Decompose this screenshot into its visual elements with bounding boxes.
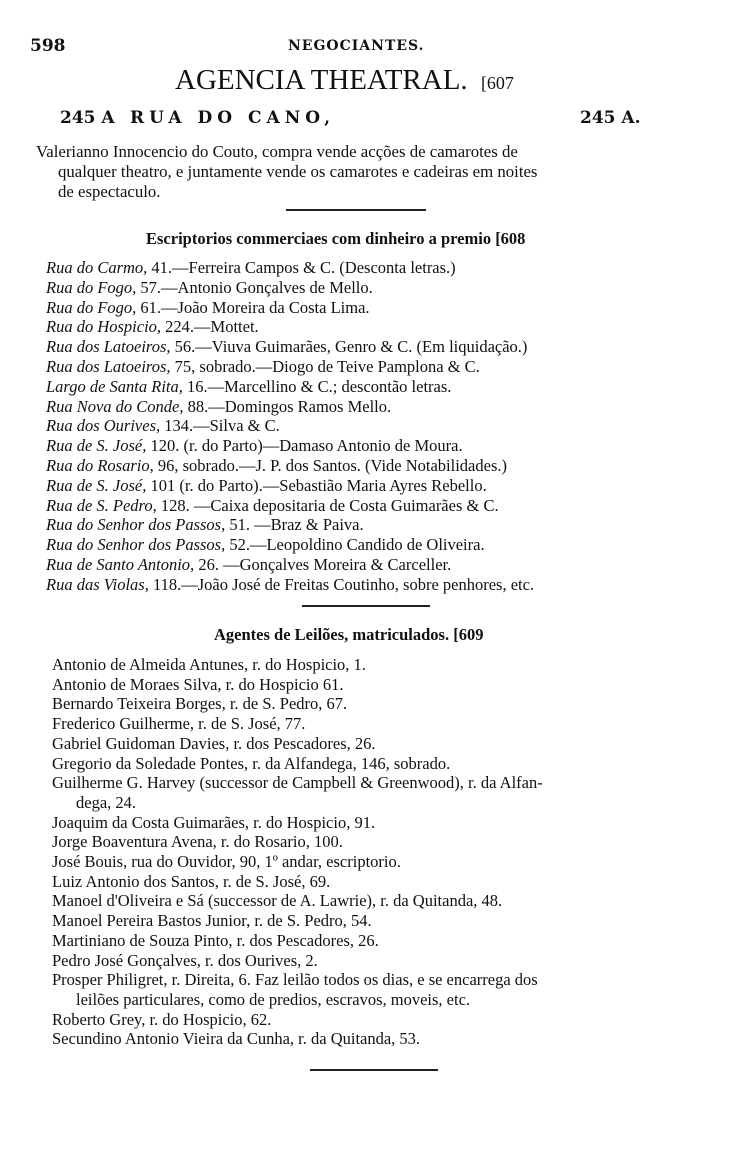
entry-text: José Bouis, rua do Ouvidor, 90, 1º andar, escriptorio. bbox=[52, 852, 401, 872]
entry-details: 120. (r. do Parto)—Damaso Antonio de Moura. bbox=[146, 436, 463, 456]
escriptorio-entry bbox=[46, 357, 706, 377]
auctioneer-entry bbox=[52, 911, 702, 931]
address-number-right: 245 A. bbox=[580, 108, 641, 128]
entry-street: Rua dos Ourives, bbox=[46, 416, 161, 436]
escriptorios-heading: Escriptorios commerciaes com dinheiro a premio [608 bbox=[146, 229, 526, 248]
escriptorio-entry bbox=[46, 456, 706, 476]
escriptorio-entry bbox=[46, 258, 706, 278]
entry-text: Frederico Guilherme, r. de S. José, 77. bbox=[52, 714, 306, 734]
escriptorio-entry bbox=[46, 476, 706, 496]
auctioneer-entry bbox=[52, 872, 702, 892]
address-number-left: 245 A bbox=[60, 108, 115, 128]
escriptorio-entry bbox=[46, 575, 706, 595]
entry-details: 75, sobrado.—Diogo de Teive Pamplona & C. bbox=[170, 356, 480, 376]
entry-details: 51. —Braz & Paiva. bbox=[225, 515, 364, 535]
entry-details: 41.—Ferreira Campos & C. (Desconta letras.) bbox=[147, 258, 456, 277]
auctioneer-entry bbox=[52, 655, 702, 675]
entry-street: Rua do Senhor dos Passos, bbox=[46, 515, 226, 535]
entry-text: Bernardo Teixeira Borges, r. de S. Pedro, 67. bbox=[52, 694, 348, 714]
entry-street: Rua de S. Pedro, bbox=[46, 495, 157, 515]
entry-continuation: dega, 24. bbox=[76, 792, 137, 812]
escriptorio-entry bbox=[46, 397, 706, 417]
entry-text: Martiniano de Souza Pinto, r. dos Pescadores, 26. bbox=[52, 930, 379, 950]
entry-text: Joaquim da Costa Guimarães, r. do Hospicio, 91. bbox=[52, 812, 376, 832]
escriptorio-entry bbox=[46, 278, 706, 298]
auctioneer-entry bbox=[52, 754, 702, 774]
agency-title bbox=[175, 64, 514, 97]
agency-entry-number: [607 bbox=[480, 73, 514, 93]
escriptorio-entry bbox=[46, 317, 706, 337]
auctioneer-entry bbox=[52, 813, 702, 833]
agentes-list bbox=[52, 655, 702, 1049]
escriptorio-entry bbox=[46, 377, 706, 397]
auctioneer-entry bbox=[52, 675, 702, 695]
auctioneer-entry bbox=[52, 773, 702, 812]
page-header bbox=[30, 30, 730, 66]
entry-street: Rua do Carmo, bbox=[46, 258, 148, 277]
entry-details: 52.—Leopoldino Candido de Oliveira. bbox=[225, 535, 485, 555]
entry-text: Pedro José Gonçalves, r. dos Ourives, 2. bbox=[52, 950, 318, 970]
entry-street: Rua de S. José, bbox=[46, 475, 147, 495]
entry-street: Rua do Rosario, bbox=[46, 455, 154, 475]
entry-details: 224.—Mottet. bbox=[161, 317, 259, 337]
entry-street: Largo de Santa Rita, bbox=[46, 376, 183, 396]
auctioneer-entry bbox=[52, 951, 702, 971]
entry-street: Rua do Fogo, bbox=[46, 297, 137, 317]
section-divider bbox=[310, 1069, 438, 1071]
auctioneer-entry bbox=[52, 714, 702, 734]
entry-details: 61.—João Moreira da Costa Lima. bbox=[136, 297, 370, 317]
auctioneer-entry bbox=[52, 734, 702, 754]
entry-details: 118.—João José de Freitas Coutinho, sobre penhores, etc. bbox=[148, 574, 535, 594]
entry-text: Prosper Philigret, r. Direita, 6. Faz leilão todos os dias, e se encarrega dos bbox=[52, 970, 538, 990]
escriptorios-list bbox=[46, 258, 706, 595]
entry-street: Rua do Fogo, bbox=[46, 277, 137, 297]
escriptorio-entry bbox=[46, 515, 706, 535]
escriptorio-entry bbox=[46, 436, 706, 456]
entry-street: Rua dos Latoeiros, bbox=[46, 356, 171, 376]
agency-title-text: AGENCIA THEATRAL. bbox=[175, 64, 468, 96]
entry-details: 88.—Domingos Ramos Mello. bbox=[183, 396, 392, 416]
entry-details: 56.—Viuva Guimarães, Genro & C. (Em liquidação.) bbox=[170, 337, 528, 357]
escriptorio-entry bbox=[46, 337, 706, 357]
intro-line: de espectaculo. bbox=[58, 182, 161, 201]
entry-details: 26. —Gonçalves Moreira & Carceller. bbox=[194, 554, 452, 574]
entry-street: Rua Nova do Conde, bbox=[46, 396, 184, 416]
auctioneer-entry bbox=[52, 891, 702, 911]
entry-street: Rua de Santo Antonio, bbox=[46, 554, 195, 574]
agency-description bbox=[36, 142, 684, 202]
page-number: 598 bbox=[30, 36, 66, 56]
entry-text: Manoel Pereira Bastos Junior, r. de S. Pedro, 54. bbox=[52, 911, 372, 931]
auctioneer-entry bbox=[52, 970, 702, 1009]
auctioneer-entry bbox=[52, 852, 702, 872]
intro-line: qualquer theatro, e juntamente vende os camarotes e cadeiras em noites bbox=[58, 162, 538, 181]
section-divider bbox=[302, 605, 430, 607]
escriptorio-entry bbox=[46, 298, 706, 318]
entry-continuation: leilões particulares, como de predios, escravos, moveis, etc. bbox=[76, 989, 471, 1009]
entry-street: Rua das Violas, bbox=[46, 574, 149, 594]
auctioneer-entry bbox=[52, 931, 702, 951]
entry-text: Luiz Antonio dos Santos, r. de S. José, 69. bbox=[52, 871, 331, 891]
entry-details: 96, sobrado.—J. P. dos Santos. (Vide Notabilidades.) bbox=[153, 455, 507, 475]
entry-street: Rua de S. José, bbox=[46, 436, 147, 456]
address-street: RUA DO CANO, bbox=[130, 108, 335, 128]
auctioneer-entry bbox=[52, 1029, 702, 1049]
escriptorio-entry bbox=[46, 416, 706, 436]
entry-text: Gabriel Guidoman Davies, r. dos Pescadores, 26. bbox=[52, 733, 376, 753]
auctioneer-entry bbox=[52, 694, 702, 714]
entry-text: Manoel d'Oliveira e Sá (successor de A. Lawrie), r. da Quitanda, 48. bbox=[52, 891, 503, 911]
entry-details: 101 (r. do Parto).—Sebastião Maria Ayres Rebello. bbox=[146, 475, 487, 495]
auctioneer-entry bbox=[52, 832, 702, 852]
escriptorio-entry bbox=[46, 535, 706, 555]
intro-line: Valerianno Innocencio do Couto, compra vende acções de camarotes de bbox=[36, 142, 518, 161]
entry-details: 16.—Marcellino & C.; descontão letras. bbox=[182, 376, 452, 396]
entry-text: Jorge Boaventura Avena, r. do Rosario, 100. bbox=[52, 832, 343, 852]
entry-text: Roberto Grey, r. do Hospicio, 62. bbox=[52, 1009, 272, 1029]
entry-details: 134.—Silva & C. bbox=[160, 416, 280, 436]
entry-street: Rua do Hospicio, bbox=[46, 317, 162, 337]
escriptorio-entry bbox=[46, 496, 706, 516]
agentes-heading: Agentes de Leilões, matriculados. [609 bbox=[214, 625, 484, 644]
entry-text: Guilherme G. Harvey (successor de Campbell & Greenwood), r. da Alfan- bbox=[52, 773, 543, 793]
entry-text: Secundino Antonio Vieira da Cunha, r. da Quitanda, 53. bbox=[52, 1029, 421, 1049]
entry-street: Rua do Senhor dos Passos, bbox=[46, 535, 226, 555]
section-divider bbox=[286, 209, 426, 211]
entry-street: Rua dos Latoeiros, bbox=[46, 337, 171, 357]
entry-text: Gregorio da Soledade Pontes, r. da Alfandega, 146, sobrado. bbox=[52, 753, 451, 773]
escriptorio-entry bbox=[46, 555, 706, 575]
auctioneer-entry bbox=[52, 1010, 702, 1030]
entry-text: Antonio de Almeida Antunes, r. do Hospicio, 1. bbox=[52, 655, 366, 674]
running-head: NEGOCIANTES. bbox=[288, 38, 425, 54]
entry-details: 57.—Antonio Gonçalves de Mello. bbox=[136, 277, 373, 297]
entry-details: 128. —Caixa depositaria de Costa Guimarães & C. bbox=[156, 495, 499, 515]
entry-text: Antonio de Moraes Silva, r. do Hospicio 61. bbox=[52, 674, 344, 694]
